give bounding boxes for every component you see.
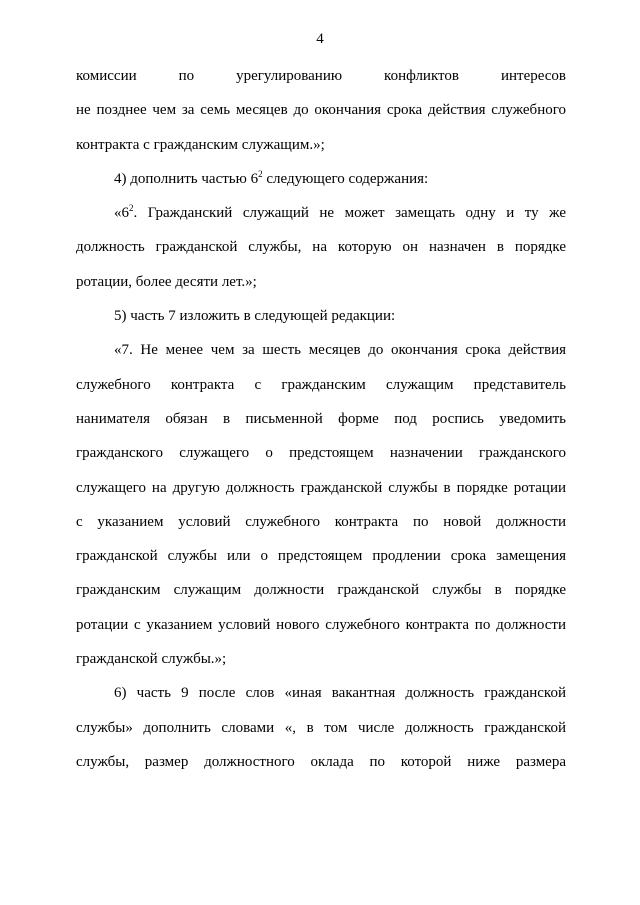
text-line: нанимателя обязан в письменной форме под роспись уведомить [76, 410, 566, 427]
text-line: 5) часть 7 изложить в следующей редакции: [114, 308, 396, 325]
superscript: 2 [258, 168, 263, 179]
text-line: ротации с указанием условий нового служебного контракта по должности [76, 616, 566, 633]
text-line [76, 168, 566, 202]
text-line: гражданской службы.»; [76, 651, 227, 668]
text-line: должность гражданской службы, на которую он назначен в порядке [76, 239, 566, 256]
text-line: 6) часть 9 после слов «иная вакантная должность гражданской [114, 685, 566, 702]
text-line: гражданской службы или о предстоящем продлении срока замещения [76, 548, 566, 565]
text-line: ротации, более десяти лет.»; [76, 273, 257, 290]
text-line: с указанием условий служебного контракта по новой должности [76, 513, 566, 530]
text-line: контракта с гражданским служащим.»; [76, 136, 325, 153]
text-fragment: следующего содержания: [262, 170, 429, 187]
text-line: «7. Не менее чем за шесть месяцев до окончания срока действия [114, 342, 566, 359]
text-line: гражданским служащим должности гражданской службы в порядке [76, 582, 566, 599]
text-line: службы» дополнить словами «, в том числе должность гражданской [76, 719, 566, 736]
text-line [76, 202, 566, 236]
text-line: служащего на другую должность гражданской службы в порядке ротации [76, 479, 566, 496]
page-number: 4 [316, 31, 324, 47]
text-fragment: «6 [114, 205, 129, 222]
text-line: службы, размер должностного оклада по которой ниже размера [76, 753, 566, 770]
text-fragment: 4) дополнить частью 6 [114, 170, 259, 187]
superscript: 2 [129, 203, 134, 214]
text-line: комиссии по урегулированию конфликтов интересов [76, 68, 566, 84]
text-line: гражданского служащего о предстоящем назначении гражданского [76, 445, 566, 462]
text-line: не позднее чем за семь месяцев до окончания срока действия служебного [76, 102, 566, 119]
document-body [76, 65, 566, 785]
text-fragment: . Гражданский служащий не может замещать одну и ту же [133, 205, 566, 222]
text-line: служебного контракта с гражданским служащим представитель [76, 376, 566, 393]
